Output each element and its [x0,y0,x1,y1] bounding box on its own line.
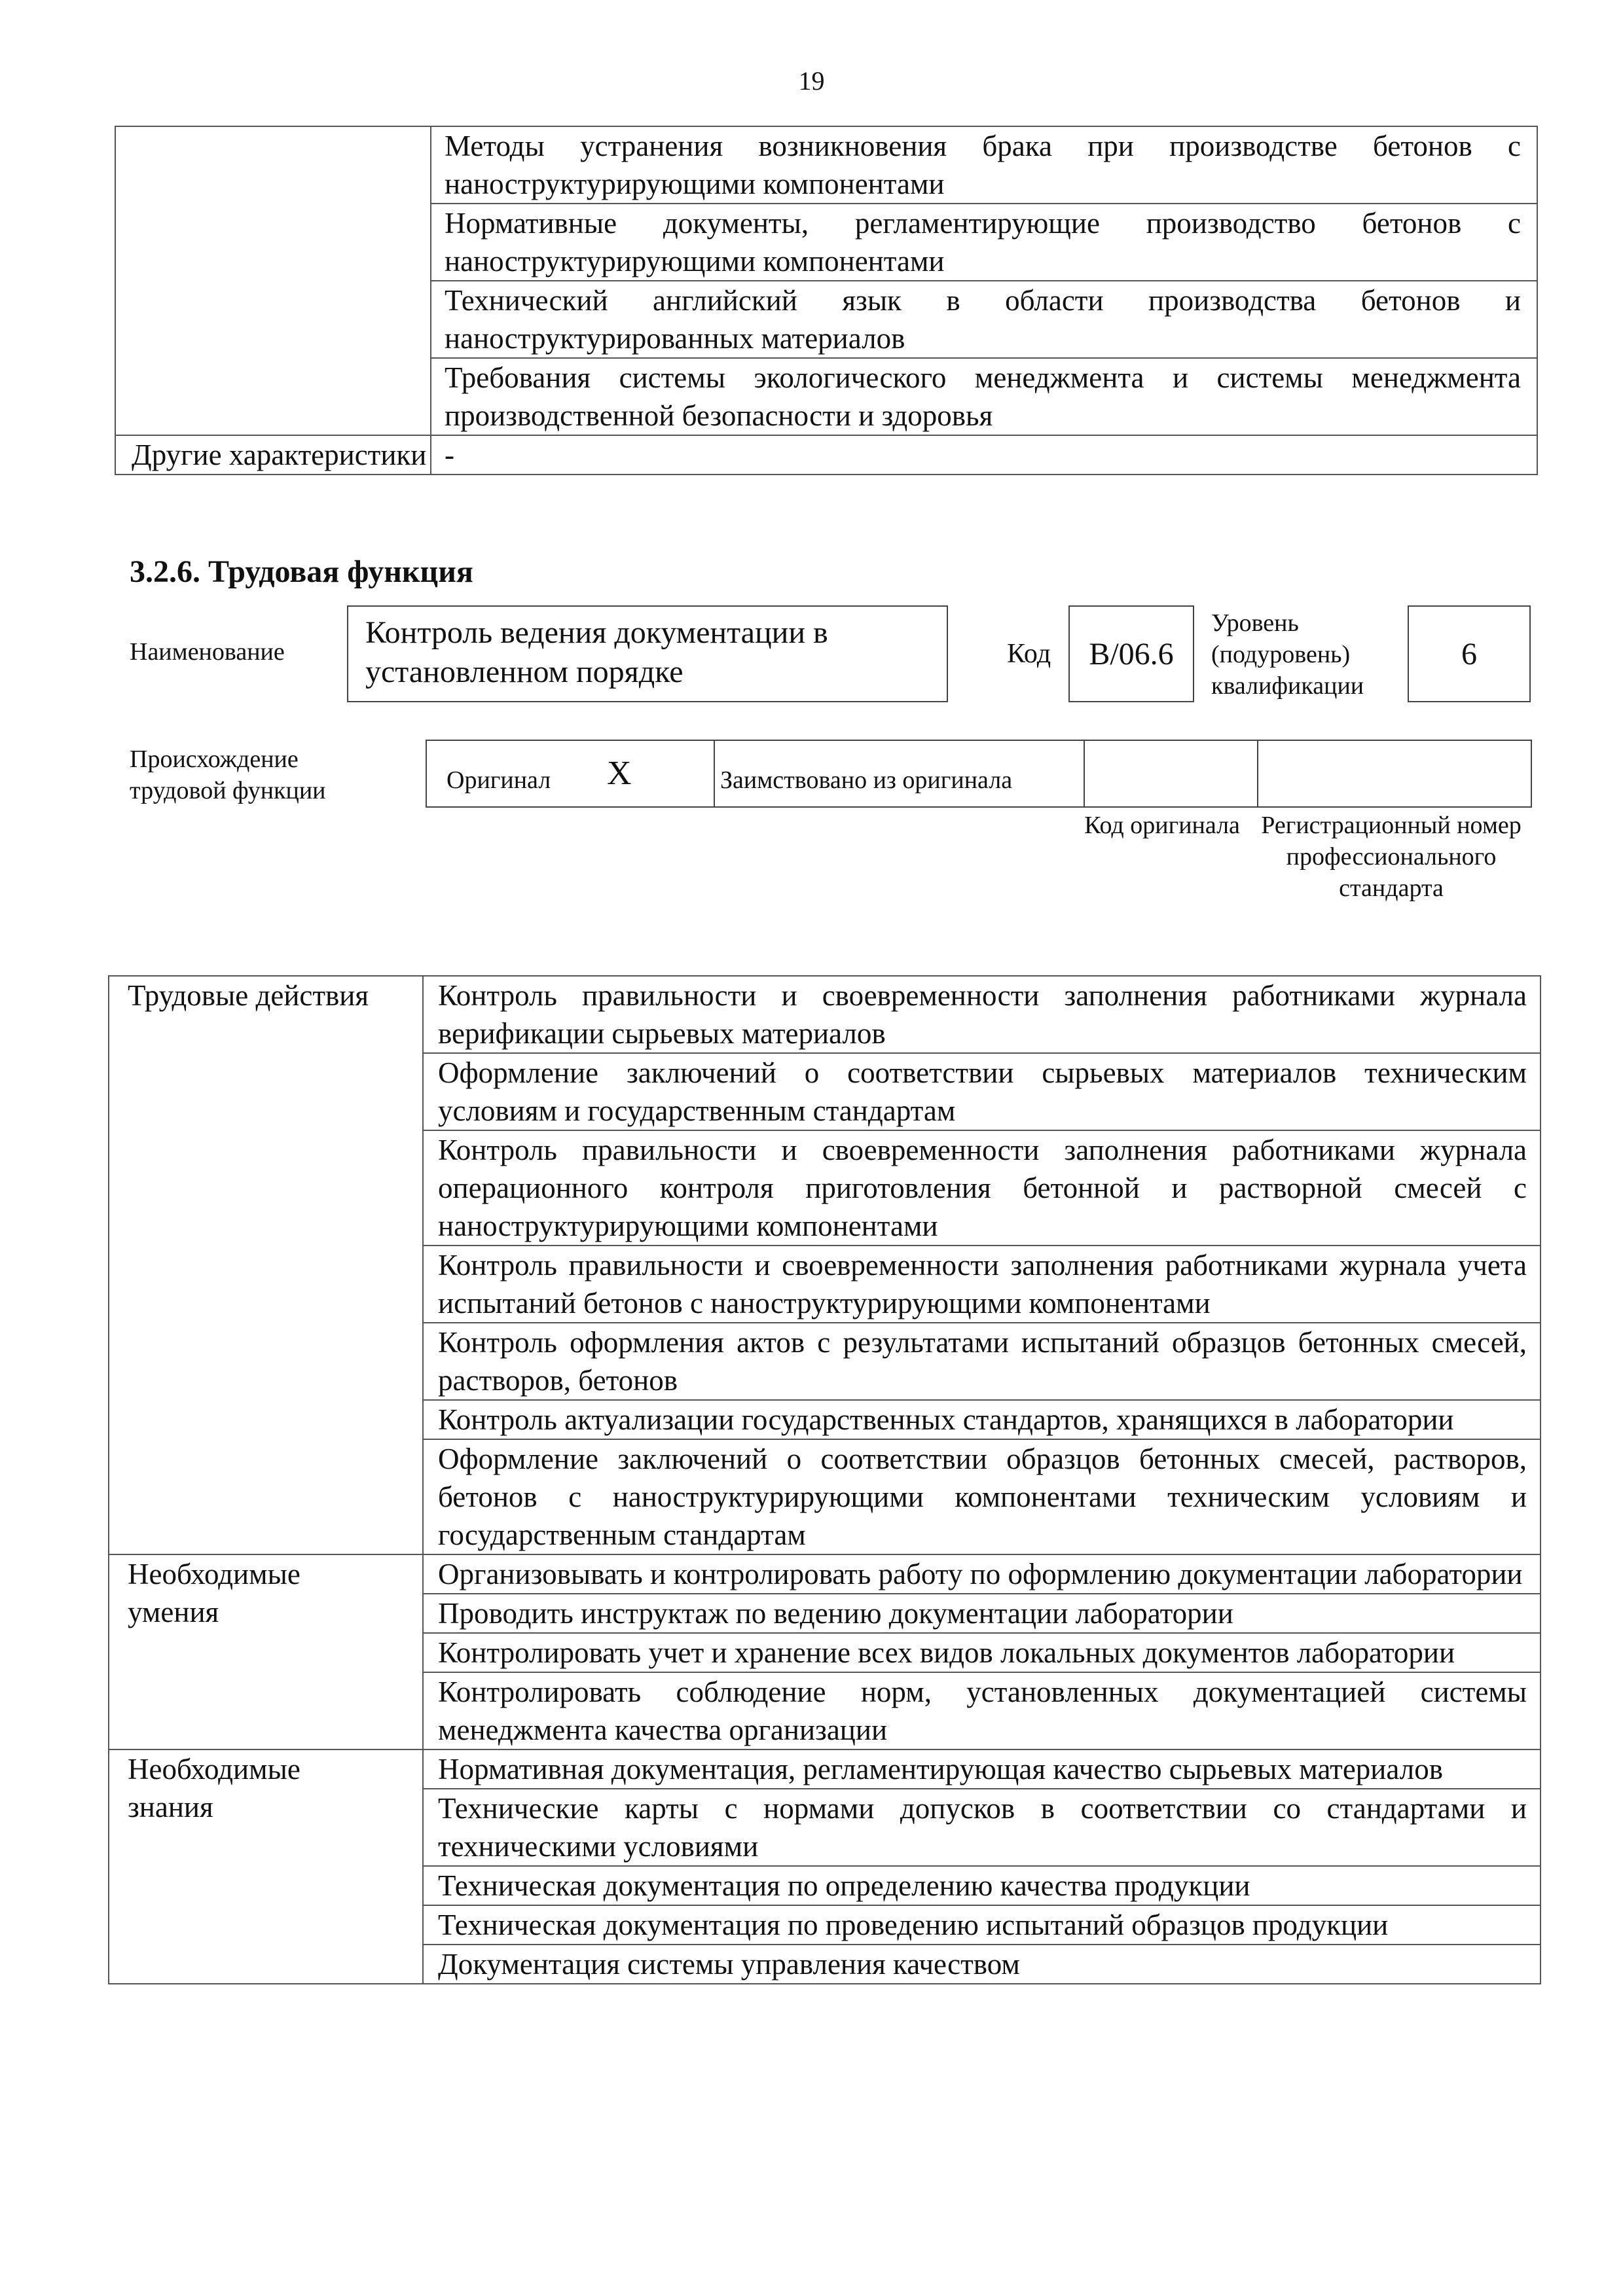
table-row [423,1594,1541,1633]
function-name-box [347,605,948,702]
table-row [423,1323,1541,1400]
action-item: Контроль правильности и своевременности заполнения работниками журнала верификации сырьевых материалов [438,979,1527,1050]
knowledge-item: Техническая документация по определению качества продукции [438,1869,1250,1902]
empty-label-cell [115,126,431,435]
action-item: Оформление заключений о соответствии сырьевых материалов техническим условиям и государственным стандартам [438,1056,1527,1127]
other-characteristics-value-cell [431,435,1537,475]
table-row [431,358,1537,435]
actions-label-cell [109,976,423,1554]
table-row [423,1866,1541,1905]
knowledge-item: Требования системы экологического менеджмента и системы менеджмента производственной безопасности и здоровья [445,361,1521,432]
level-value: 6 [1461,636,1477,672]
action-item: Контроль оформления актов с результатами испытаний образцов бетонных смесей, растворов, бетонов [438,1326,1527,1397]
section-heading: 3.2.6. Трудовая функция [130,554,473,589]
knowledge-item: Техническая документация по проведению испытаний образцов продукции [438,1909,1389,1941]
table-row [423,1130,1541,1246]
table-row [423,1439,1541,1554]
table-row [423,1053,1541,1130]
actions-label: Трудовые действия [128,979,369,1012]
skills-label: Необходимые умения [128,1558,301,1628]
other-characteristics-label-cell [115,435,431,475]
level-label: Уровень (подуровень) квалификации [1211,609,1364,700]
code-label: Код [1007,639,1051,669]
page-number: 19 [798,66,825,96]
original-code-caption: Код оригинала [1084,812,1240,839]
knowledge-item: Технические карты с нормами допусков в соответствии со стандартами и техническими условиями [438,1792,1527,1863]
borrowed-label: Заимствовано из оригинала [720,766,1013,794]
action-item: Контроль актуализации государственных стандартов, хранящихся в лаборатории [438,1403,1454,1436]
origin-row [426,740,1532,808]
labor-function-table [108,975,1541,1984]
knowledge-continuation-table [115,126,1538,475]
other-characteristics-value: - [445,439,454,471]
skills-label-cell [109,1554,423,1749]
table-row [431,281,1537,358]
code-box [1068,605,1194,702]
table-row [423,1672,1541,1749]
name-label: Наименование [130,638,285,666]
other-characteristics-label: Другие характеристики [132,439,427,471]
table-row [423,1554,1541,1594]
action-item: Оформление заключений о соответствии образцов бетонных смесей, растворов, бетонов с наноструктурирующими компонентами техническим условиям и государственным стандартам [438,1443,1527,1551]
skill-item: Контролировать соблюдение норм, установленных документацией системы менеджмента качества организации [438,1676,1527,1746]
action-item: Контроль правильности и своевременности заполнения работниками журнала учета испытаний бетонов с наноструктурирующими компонентами [438,1249,1527,1319]
table-row [423,1633,1541,1672]
action-item: Контроль правильности и своевременности заполнения работниками журнала операционного контроля приготовления бетонной и растворной смесей с наноструктурирующими компонентами [438,1134,1527,1242]
skill-item: Организовывать и контролировать работу по оформлению документации лаборатории [438,1558,1523,1590]
knowledge-label-cell [109,1749,423,1984]
knowledge-label: Необходимые знания [128,1753,301,1823]
table-row [431,204,1537,281]
table-row [423,1400,1541,1439]
table-row [423,1246,1541,1323]
function-name-value: Контроль ведения документации в установленном порядке [365,615,828,689]
knowledge-item: Нормативная документация, регламентирующая качество сырьевых материалов [438,1753,1443,1785]
skill-item: Проводить инструктаж по ведению документации лаборатории [438,1597,1233,1630]
table-row [423,1945,1541,1984]
table-row [423,1749,1541,1789]
knowledge-item: Документация системы управления качеством [438,1948,1020,1981]
registration-number-caption: Регистрационный номер профессионального стандарта [1261,812,1522,902]
table-row [423,976,1541,1053]
code-value: B/06.6 [1089,636,1174,672]
knowledge-item: Методы устранения возникновения брака при производстве бетонов с наноструктурирующими компонентами [445,130,1521,200]
knowledge-item: Технический английский язык в области производства бетонов и наноструктурированных материалов [445,284,1521,355]
original-code-cell [1085,741,1258,806]
table-row [431,126,1537,204]
level-box [1408,605,1531,702]
original-mark: Х [607,755,632,792]
table-row [423,1789,1541,1866]
knowledge-item: Нормативные документы, регламентирующие производство бетонов с наноструктурирующими компонентами [445,207,1521,278]
origin-label: Происхождение трудовой функции [130,745,326,804]
table-row [423,1905,1541,1945]
original-label: Оригинал [447,766,551,794]
skill-item: Контролировать учет и хранение всех видов локальных документов лаборатории [438,1636,1455,1669]
